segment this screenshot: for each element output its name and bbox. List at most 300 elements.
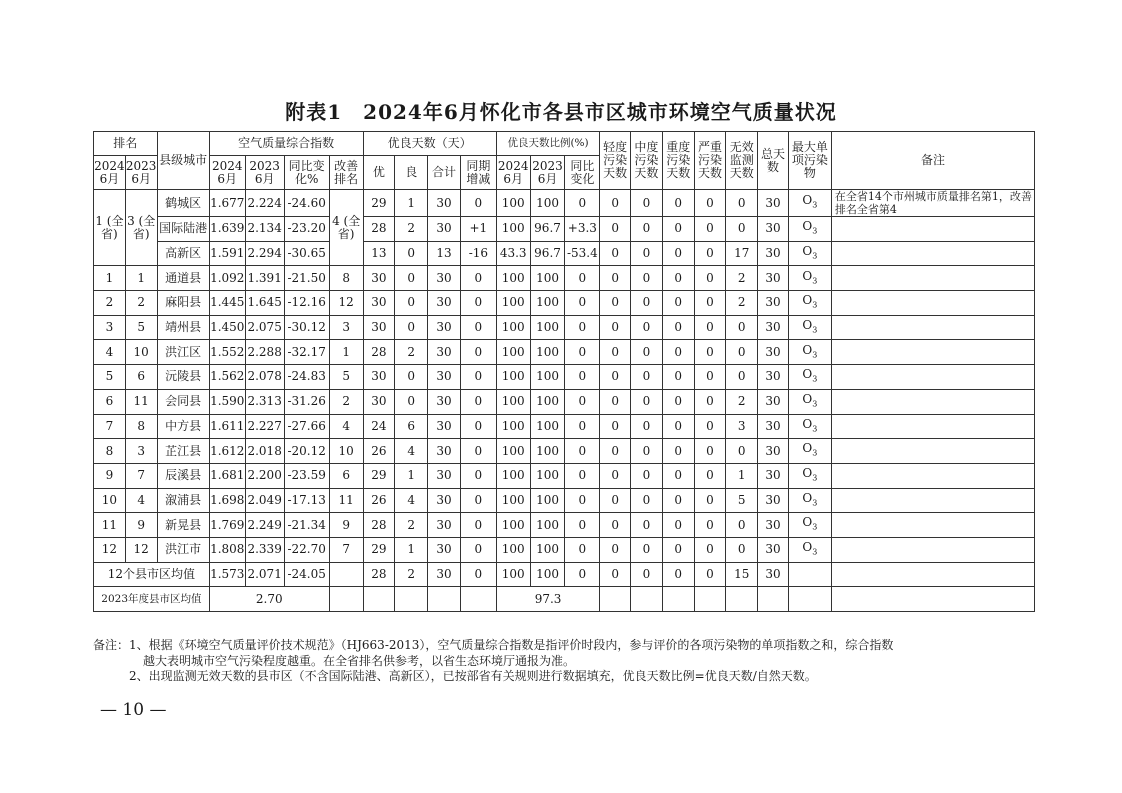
cell-tot: 30 [758,241,789,266]
cell-s: 0 [694,463,726,488]
avg-label: 12个县市区均值 [94,562,210,587]
cell-a24: 1.590 [209,389,245,414]
cell-pchg: 0 [565,266,600,291]
table-row [94,241,1035,266]
cell-a24: 1.698 [209,488,245,513]
avg2023-empty [363,587,395,612]
cell-p24: 100 [496,389,530,414]
cell-a24: 1.612 [209,439,245,464]
cell-m: 0 [631,241,663,266]
cell-rank-2024: 4 [94,340,126,365]
cell-imp: 3 [329,315,363,340]
pollutant-subscript: 3 [812,498,818,508]
cell-tot: 30 [758,537,789,562]
cell-p24: 100 [496,190,530,217]
cell-rank-2023: 10 [125,340,157,365]
cell-city: 高新区 [157,241,209,266]
pollutant-symbol: O [802,342,813,357]
cell-rank-2023: 3 [125,439,157,464]
cell-inv: 2 [726,291,758,316]
cell-h: 0 [662,463,694,488]
table-row [94,217,1035,242]
pollutant-symbol: O [802,391,813,406]
avg2023-empty [788,587,831,612]
cell-rank-2024: 8 [94,439,126,464]
cell-a23: 2.249 [245,513,284,538]
cell-gd: 0 [395,315,428,340]
cell-h: 0 [662,217,694,242]
cell-m: 0 [631,488,663,513]
cell-m: 0 [631,217,663,242]
cell-a23: 1.645 [245,291,284,316]
cell-gd: 1 [395,463,428,488]
cell-h: 0 [662,513,694,538]
cell-city: 辰溪县 [157,463,209,488]
cell-m: 0 [631,389,663,414]
cell-p24: 100 [496,365,530,390]
cell-l: 0 [600,315,631,340]
cell-l: 0 [600,340,631,365]
cell-rank-2024: 12 [94,537,126,562]
cell-m: 0 [631,190,663,217]
avg2023-empty [600,587,631,612]
cell-diff: 0 [460,340,496,365]
cell-sum: 30 [428,389,461,414]
avg-remark-empty [831,562,1034,587]
cell-p23: 100 [530,463,565,488]
avg2023-empty [631,587,663,612]
cell-inv: 17 [726,241,758,266]
avg2023-label: 2023年度县市区均值 [94,587,210,612]
header-rank: 排名 [94,132,158,156]
avg-a23: 2.071 [245,562,284,587]
cell-pollutant [788,291,831,316]
cell-sum: 30 [428,340,461,365]
cell-diff: 0 [460,365,496,390]
cell-ex: 13 [363,241,395,266]
cell-chg: -30.12 [284,315,329,340]
cell-pchg: 0 [565,414,600,439]
cell-rank-2023: 8 [125,414,157,439]
cell-p23: 100 [530,190,565,217]
cell-a23: 1.391 [245,266,284,291]
cell-tot: 30 [758,190,789,217]
avg2023-empty [758,587,789,612]
header-good-ratio: 优良天数比例(%) [496,132,600,156]
cell-m: 0 [631,414,663,439]
cell-gd: 6 [395,414,428,439]
avg-improve-empty [329,562,363,587]
cell-pollutant [788,463,831,488]
avg2023-empty [726,587,758,612]
pollutant-symbol: O [802,540,813,555]
cell-remark [831,340,1034,365]
cell-ex: 30 [363,389,395,414]
cell-chg: -21.34 [284,513,329,538]
cell-rank-2024: 3 [94,315,126,340]
cell-chg: -21.50 [284,266,329,291]
cell-chg: -12.16 [284,291,329,316]
cell-p23: 100 [530,389,565,414]
cell-m: 0 [631,266,663,291]
cell-pchg: 0 [565,291,600,316]
cell-city: 会同县 [157,389,209,414]
cell-s: 0 [694,340,726,365]
cell-tot: 30 [758,266,789,291]
cell-a23: 2.200 [245,463,284,488]
pollutant-subscript: 3 [812,349,818,359]
cell-tot: 30 [758,217,789,242]
cell-remark [831,291,1034,316]
avg2023-aqi: 2.70 [209,587,329,612]
cell-rank-2023: 4 [125,488,157,513]
cell-inv: 0 [726,365,758,390]
cell-a24: 1.677 [209,190,245,217]
avg2023-empty [662,587,694,612]
avg-tot: 30 [758,562,789,587]
cell-diff: 0 [460,537,496,562]
average-row [94,562,1035,587]
cell-p24: 100 [496,266,530,291]
table-row [94,537,1035,562]
pollutant-symbol: O [802,466,813,481]
cell-diff: +1 [460,217,496,242]
header-ratio-2024: 2024 6月 [496,156,530,190]
header-heavy: 重度污染天数 [662,132,694,190]
cell-a23: 2.075 [245,315,284,340]
cell-a23: 2.294 [245,241,284,266]
cell-rank-2024: 1 [94,266,126,291]
cell-imp: 10 [329,439,363,464]
cell-l: 0 [600,513,631,538]
cell-a23: 2.339 [245,537,284,562]
header-invalid: 无效监测天数 [726,132,758,190]
cell-a23: 2.227 [245,414,284,439]
cell-ex: 30 [363,365,395,390]
cell-ex: 26 [363,488,395,513]
cell-chg: -27.66 [284,414,329,439]
cell-a24: 1.639 [209,217,245,242]
cell-chg: -30.65 [284,241,329,266]
cell-m: 0 [631,365,663,390]
cell-p24: 100 [496,439,530,464]
cell-l: 0 [600,414,631,439]
avg-p23: 100 [530,562,565,587]
cell-s: 0 [694,439,726,464]
header-moderate: 中度污染天数 [631,132,663,190]
cell-city: 国际陆港 [157,217,209,242]
cell-pchg: 0 [565,389,600,414]
cell-p24: 100 [496,340,530,365]
table-row [94,513,1035,538]
cell-diff: 0 [460,291,496,316]
cell-imp: 5 [329,365,363,390]
cell-tot: 30 [758,513,789,538]
cell-s: 0 [694,315,726,340]
cell-h: 0 [662,439,694,464]
cell-remark [831,266,1034,291]
cell-sum: 30 [428,190,461,217]
header-ratio-change: 同比变化 [565,156,600,190]
cell-s: 0 [694,414,726,439]
avg2023-empty [395,587,428,612]
cell-a23: 2.224 [245,190,284,217]
cell-sum: 30 [428,266,461,291]
avg-sum: 30 [428,562,461,587]
cell-city: 新晃县 [157,513,209,538]
cell-m: 0 [631,439,663,464]
cell-imp: 11 [329,488,363,513]
air-quality-table [93,131,1035,612]
cell-s: 0 [694,537,726,562]
pollutant-subscript: 3 [812,200,818,210]
cell-pchg: 0 [565,488,600,513]
cell-remark [831,463,1034,488]
header-good: 良 [395,156,428,190]
cell-inv: 0 [726,439,758,464]
cell-ex: 30 [363,266,395,291]
cell-imp: 12 [329,291,363,316]
cell-p23: 100 [530,266,565,291]
cell-a24: 1.445 [209,291,245,316]
table-row [94,266,1035,291]
cell-m: 0 [631,463,663,488]
header-improve-rank: 改善排名 [329,156,363,190]
header-rank-2024: 2024 6月 [94,156,126,190]
cell-l: 0 [600,241,631,266]
header-light: 轻度污染天数 [600,132,631,190]
cell-inv: 5 [726,488,758,513]
cell-a24: 1.769 [209,513,245,538]
header-city: 县级城市 [157,132,209,190]
cell-city: 中方县 [157,414,209,439]
cell-city: 芷江县 [157,439,209,464]
cell-p23: 96.7 [530,217,565,242]
cell-pchg: 0 [565,315,600,340]
cell-pollutant [788,241,831,266]
cell-a23: 2.078 [245,365,284,390]
cell-a24: 1.552 [209,340,245,365]
cell-inv: 2 [726,389,758,414]
cell-rank-2023-group: 3 (全省) [125,190,157,266]
header-remark: 备注 [831,132,1034,190]
cell-gd: 2 [395,513,428,538]
cell-city: 洪江区 [157,340,209,365]
cell-tot: 30 [758,389,789,414]
avg-ex: 28 [363,562,395,587]
pollutant-symbol: O [802,515,813,530]
cell-city: 洪江市 [157,537,209,562]
cell-improve-rank-group: 4 (全省) [329,190,363,266]
cell-tot: 30 [758,315,789,340]
cell-remark [831,315,1034,340]
cell-l: 0 [600,463,631,488]
cell-l: 0 [600,488,631,513]
cell-p24: 100 [496,217,530,242]
cell-a23: 2.313 [245,389,284,414]
cell-remark [831,513,1034,538]
cell-pollutant [788,414,831,439]
pollutant-subscript: 3 [812,325,818,335]
cell-sum: 30 [428,513,461,538]
pollutant-symbol: O [802,193,813,208]
cell-ex: 26 [363,439,395,464]
table-row [94,315,1035,340]
cell-pchg: -53.4 [565,241,600,266]
cell-a24: 1.681 [209,463,245,488]
cell-pollutant [788,537,831,562]
pollutant-subscript: 3 [812,374,818,384]
cell-chg: -20.12 [284,439,329,464]
cell-rank-2024: 7 [94,414,126,439]
cell-pchg: +3.3 [565,217,600,242]
cell-s: 0 [694,266,726,291]
avg-inv: 15 [726,562,758,587]
cell-s: 0 [694,513,726,538]
cell-ex: 29 [363,463,395,488]
cell-chg: -23.59 [284,463,329,488]
cell-gd: 0 [395,266,428,291]
cell-pollutant [788,266,831,291]
cell-inv: 2 [726,266,758,291]
cell-ex: 29 [363,190,395,217]
avg-a24: 1.573 [209,562,245,587]
cell-p23: 100 [530,414,565,439]
cell-pollutant [788,190,831,217]
cell-diff: 0 [460,190,496,217]
cell-pchg: 0 [565,190,600,217]
cell-inv: 0 [726,315,758,340]
cell-pchg: 0 [565,513,600,538]
header-total: 总天数 [758,132,789,190]
cell-sum: 30 [428,315,461,340]
header-severe: 严重污染天数 [694,132,726,190]
cell-h: 0 [662,266,694,291]
cell-tot: 30 [758,488,789,513]
cell-gd: 0 [395,291,428,316]
pollutant-subscript: 3 [812,448,818,458]
avg-pchg: 0 [565,562,600,587]
cell-gd: 2 [395,217,428,242]
cell-h: 0 [662,389,694,414]
cell-h: 0 [662,291,694,316]
avg2023-ratio: 97.3 [496,587,600,612]
cell-s: 0 [694,241,726,266]
cell-p23: 100 [530,488,565,513]
header-aqi: 空气质量综合指数 [209,132,363,156]
cell-imp: 6 [329,463,363,488]
header-sum: 合计 [428,156,461,190]
cell-m: 0 [631,315,663,340]
cell-pollutant [788,389,831,414]
cell-p24: 100 [496,513,530,538]
cell-remark [831,414,1034,439]
cell-inv: 0 [726,513,758,538]
cell-l: 0 [600,365,631,390]
cell-sum: 13 [428,241,461,266]
cell-h: 0 [662,190,694,217]
cell-rank-2024: 2 [94,291,126,316]
cell-a23: 2.018 [245,439,284,464]
cell-pollutant [788,315,831,340]
cell-l: 0 [600,439,631,464]
pollutant-subscript: 3 [812,300,818,310]
cell-pchg: 0 [565,340,600,365]
cell-p23: 100 [530,537,565,562]
cell-inv: 3 [726,414,758,439]
cell-h: 0 [662,315,694,340]
cell-tot: 30 [758,439,789,464]
cell-m: 0 [631,340,663,365]
cell-inv: 0 [726,537,758,562]
pollutant-subscript: 3 [812,522,818,532]
pollutant-symbol: O [802,293,813,308]
cell-ex: 28 [363,217,395,242]
cell-ex: 29 [363,537,395,562]
cell-p23: 100 [530,439,565,464]
pollutant-symbol: O [802,268,813,283]
header-same-period: 同期增减 [460,156,496,190]
cell-ex: 30 [363,315,395,340]
cell-pollutant [788,340,831,365]
cell-rank-2023: 1 [125,266,157,291]
avg-pollutant-empty [788,562,831,587]
cell-rank-2023: 7 [125,463,157,488]
cell-pollutant [788,439,831,464]
header-aqi-2023: 2023 6月 [245,156,284,190]
cell-pchg: 0 [565,365,600,390]
cell-l: 0 [600,389,631,414]
cell-gd: 4 [395,439,428,464]
cell-gd: 0 [395,365,428,390]
cell-tot: 30 [758,340,789,365]
pollutant-subscript: 3 [812,251,818,261]
cell-diff: -16 [460,241,496,266]
page-number: — 10 — [100,700,167,720]
cell-imp: 1 [329,340,363,365]
pollutant-symbol: O [802,219,813,234]
cell-s: 0 [694,488,726,513]
table-row [94,365,1035,390]
pollutant-symbol: O [802,317,813,332]
pollutant-subscript: 3 [812,226,818,236]
header-ratio-2023: 2023 6月 [530,156,565,190]
cell-s: 0 [694,291,726,316]
table-row [94,340,1035,365]
table-row [94,439,1035,464]
cell-a23: 2.134 [245,217,284,242]
cell-diff: 0 [460,266,496,291]
cell-h: 0 [662,414,694,439]
cell-rank-2024: 9 [94,463,126,488]
cell-a23: 2.049 [245,488,284,513]
cell-imp: 9 [329,513,363,538]
cell-l: 0 [600,291,631,316]
cell-chg: -31.26 [284,389,329,414]
pollutant-subscript: 3 [812,424,818,434]
cell-sum: 30 [428,488,461,513]
cell-rank-2023: 11 [125,389,157,414]
cell-p24: 100 [496,463,530,488]
header-good-days: 优良天数（天） [363,132,496,156]
cell-gd: 1 [395,537,428,562]
avg-chg: -24.05 [284,562,329,587]
cell-sum: 30 [428,291,461,316]
table-row [94,190,1035,217]
header-excellent: 优 [363,156,395,190]
cell-city: 鹤城区 [157,190,209,217]
cell-a24: 1.562 [209,365,245,390]
